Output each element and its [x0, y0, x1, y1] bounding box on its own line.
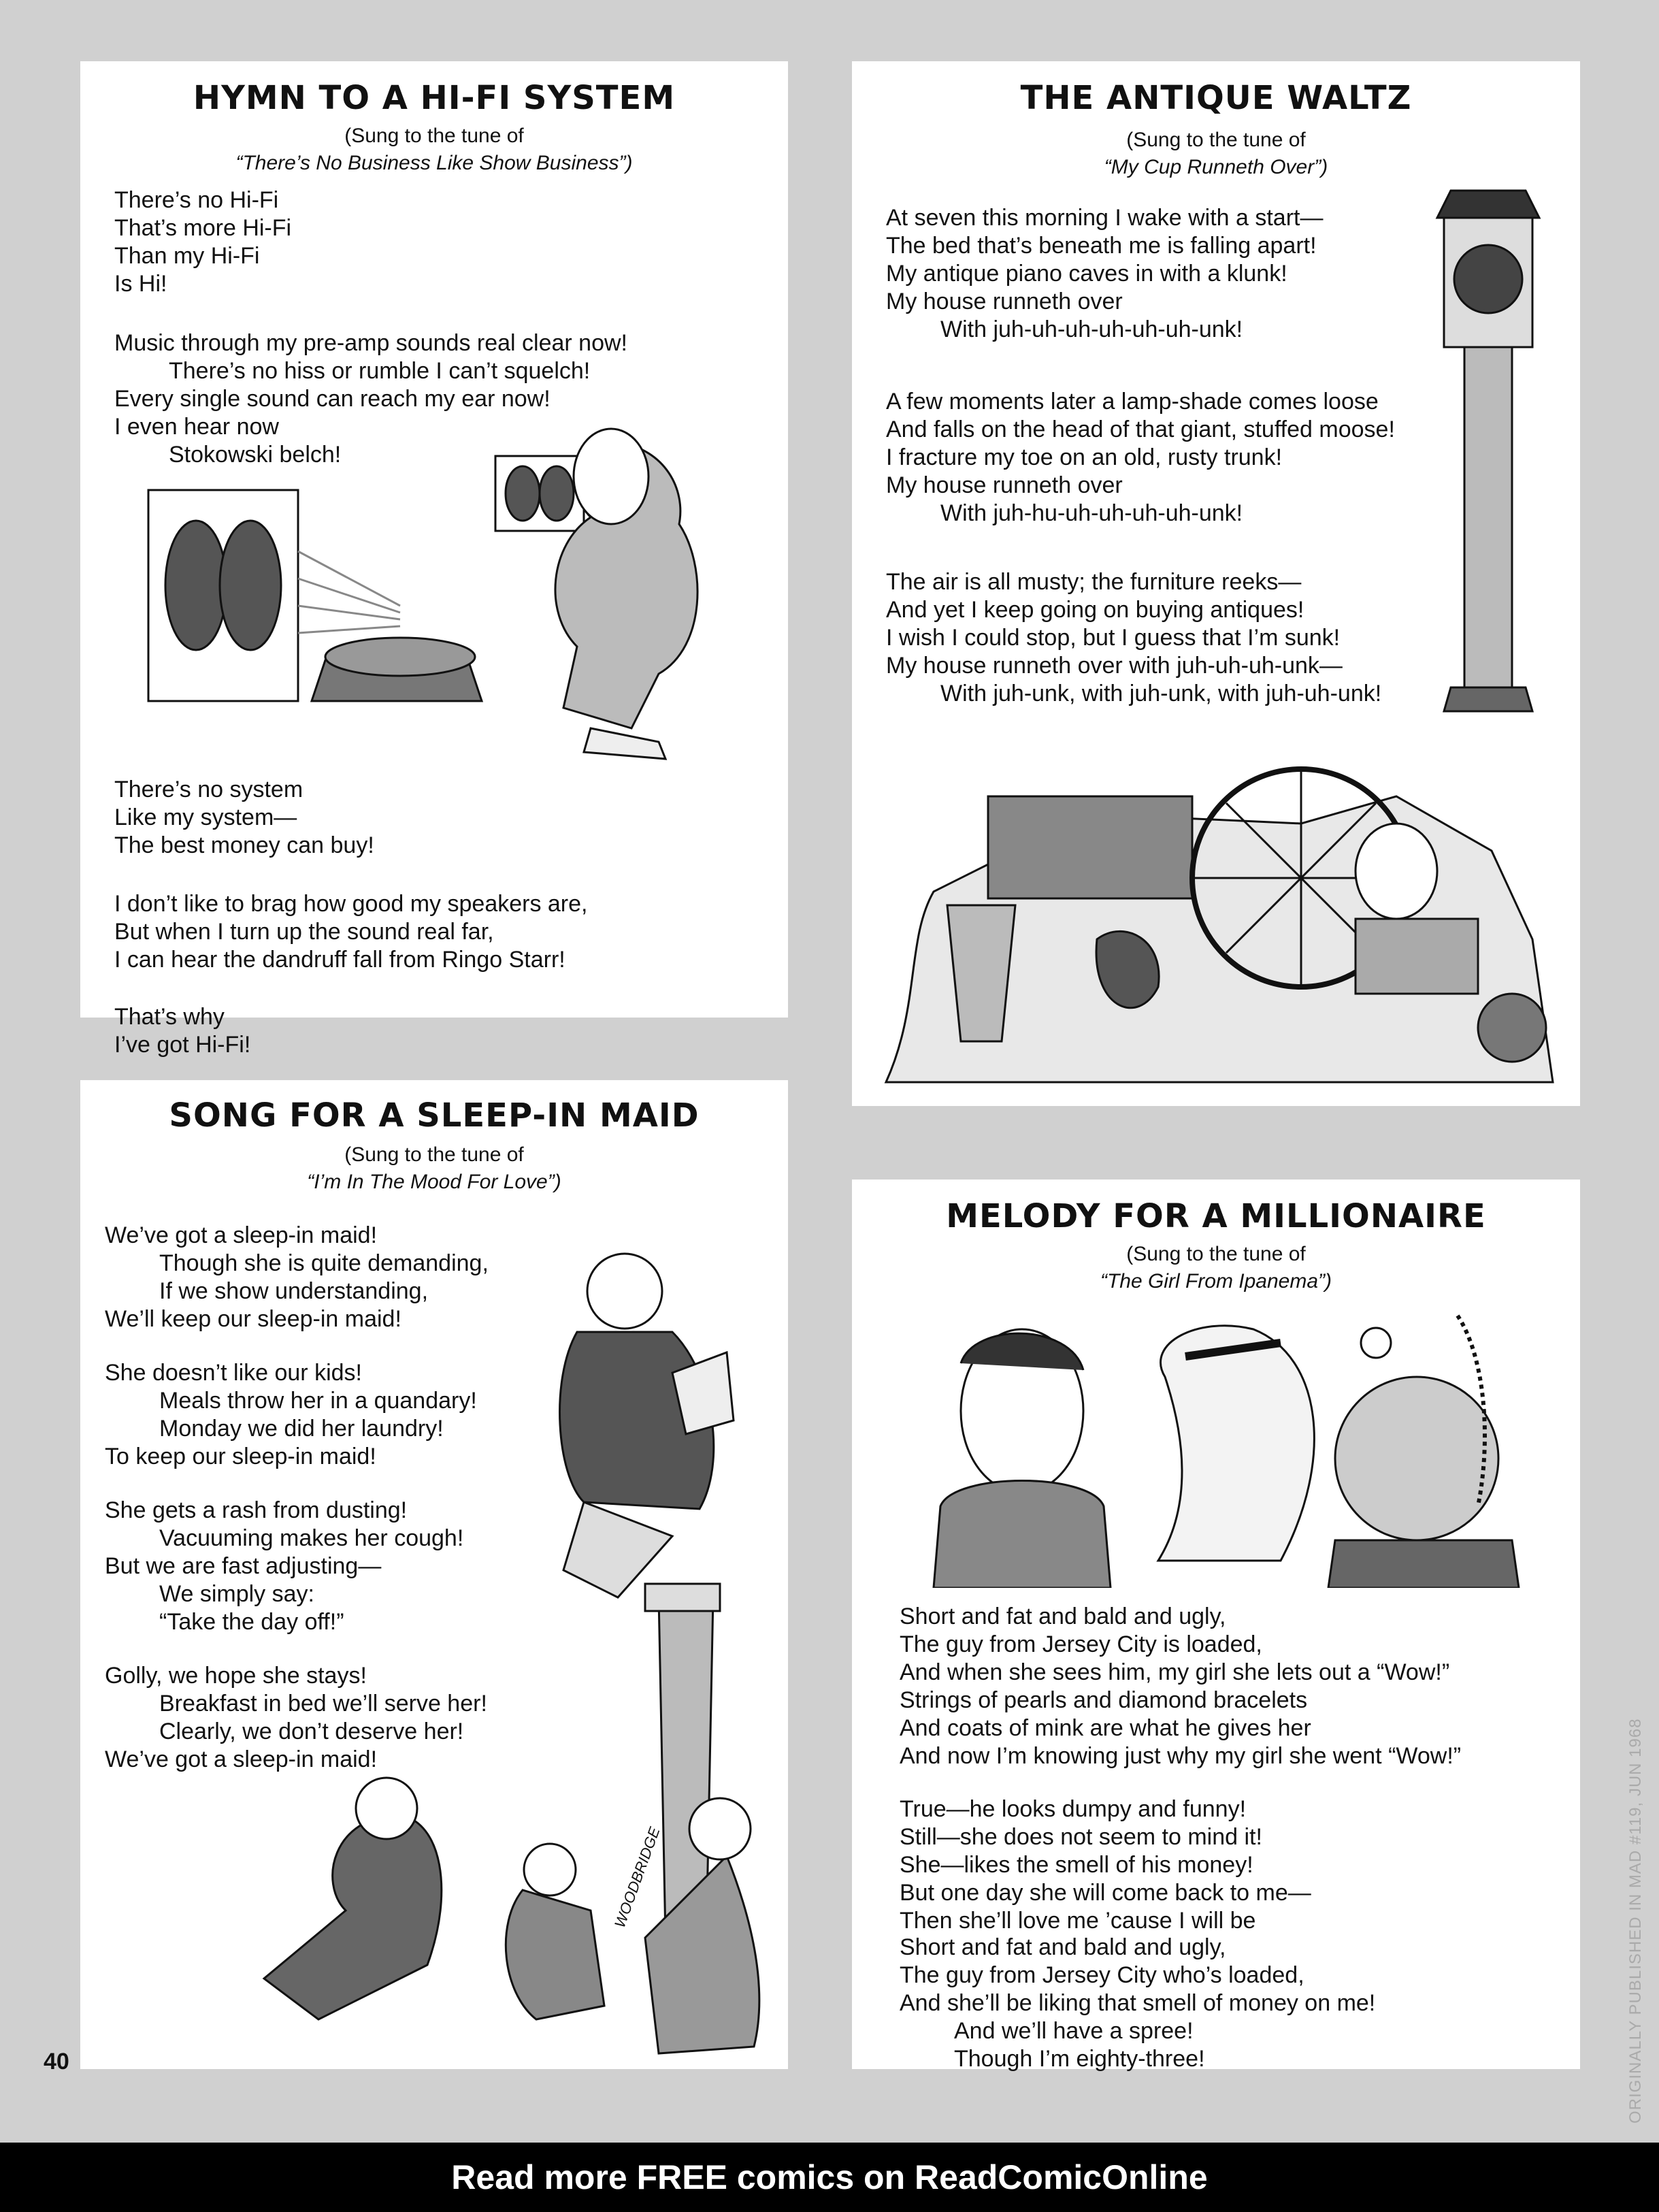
tune-credit [80, 1141, 788, 1196]
lyric-line: With juh-unk, with juh-unk, with juh-uh-unk! [940, 681, 1382, 706]
lyric-line: The bed that’s beneath me is falling apart! [886, 233, 1317, 259]
tune-name: “The Girl From Ipanema”) [1100, 1270, 1332, 1292]
tune-credit [852, 127, 1580, 181]
lyric-line: She—likes the smell of his money! [900, 1852, 1253, 1878]
lyric-line: Strings of pearls and diamond bracelets [900, 1687, 1308, 1713]
stanza-5 [114, 1003, 250, 1059]
publication-credit: ORIGINALLY PUBLISHED IN MAD #119, JUN 1968 [1626, 1718, 1645, 2124]
lyric-line: Though I’m eighty-three! [954, 2046, 1205, 2072]
lyric-line: Stokowski belch! [169, 442, 342, 468]
tune-name: “There’s No Business Like Show Business”) [235, 152, 633, 174]
lyric-line: And yet I keep going on buying antiques! [886, 597, 1304, 623]
lyric-line: She doesn’t like our kids! [105, 1360, 362, 1386]
lyric-line: Though she is quite demanding, [159, 1250, 489, 1276]
lyric-line: Then she’ll love me ’cause I will be [900, 1908, 1256, 1934]
lyric-line: Monday we did her laundry! [159, 1416, 444, 1442]
panel-millionaire [852, 1180, 1580, 2072]
lyric-line: I even hear now [114, 414, 279, 440]
maid-illustration [142, 1216, 774, 2060]
piano [988, 796, 1192, 898]
lyric-line: And when she sees him, my girl she lets out a “Wow!” [900, 1659, 1450, 1685]
lyric-line: The guy from Jersey City is loaded, [900, 1631, 1262, 1657]
antique-pile-illustration [879, 715, 1560, 1096]
lyric-line: With juh-hu-uh-uh-uh-uh-unk! [940, 500, 1243, 526]
tune-name: “I’m In The Mood For Love”) [307, 1171, 561, 1193]
lyric-line: Is Hi! [114, 271, 167, 297]
millionaire-illustration [900, 1302, 1539, 1588]
lyric-line: That’s why [114, 1004, 225, 1030]
lyric-line: That’s more Hi-Fi [114, 215, 292, 241]
lyric-line: We’ve got a sleep-in maid! [105, 1222, 378, 1248]
lyric-line: But when I turn up the sound real far, [114, 919, 494, 945]
artist-signature: WOODBRIDGE [611, 1825, 663, 1930]
sung-to-label: (Sung to the tune of [1126, 1243, 1306, 1265]
lyric-line: And she’ll be liking that smell of money on me! [900, 1990, 1376, 2016]
stanza-2 [886, 388, 1395, 527]
lyric-line: I don’t like to brag how good my speakers are, [114, 891, 588, 917]
stanza-1 [886, 204, 1323, 344]
stanza-4 [114, 890, 588, 974]
lyric-line: There’s no Hi-Fi [114, 187, 279, 213]
lyric-line: There’s no hiss or rumble I can’t squelch! [169, 358, 591, 384]
stanza-2 [900, 1795, 1311, 1935]
lyric-line: I’ve got Hi-Fi! [114, 1032, 251, 1058]
lyric-line: I wish I could stop, but I guess that I’m sunk! [886, 625, 1341, 651]
song-title: SONG FOR A SLEEP-IN MAID [169, 1096, 700, 1135]
stanza-1 [114, 186, 291, 298]
panel-maid [80, 1080, 788, 2069]
lyric-line: A few moments later a lamp-shade comes loose [886, 389, 1379, 414]
lyric-line: And coats of mink are what he gives her [900, 1715, 1311, 1741]
lyric-line: Vacuuming makes her cough! [159, 1525, 464, 1551]
stanza-3 [114, 776, 374, 860]
lyric-line: I can hear the dandruff fall from Ringo Starr! [114, 947, 565, 973]
lyric-line: And we’ll have a spree! [954, 2018, 1194, 2044]
lyric-line: My house runneth over [886, 472, 1123, 498]
lyric-line: And falls on the head of that giant, stuffed moose! [886, 417, 1395, 442]
song-title: HYMN TO A HI-FI SYSTEM [193, 79, 676, 117]
tune-credit [852, 1241, 1580, 1295]
lyric-line: But we are fast adjusting— [105, 1553, 382, 1579]
lyric-line: The air is all musty; the furniture reeks— [886, 569, 1302, 595]
lyric-line: Golly, we hope she stays! [105, 1663, 367, 1689]
lyric-line: The best money can buy! [114, 832, 374, 858]
lyric-line: True—he looks dumpy and funny! [900, 1796, 1247, 1822]
lyric-line: She gets a rash from dusting! [105, 1497, 408, 1523]
stanza-1 [900, 1603, 1461, 1770]
lyric-line: We’ve got a sleep-in maid! [105, 1746, 378, 1772]
hifi-illustration [142, 388, 754, 769]
lyric-line: We’ll keep our sleep-in maid! [105, 1306, 401, 1332]
lyric-line: Every single sound can reach my ear now! [114, 386, 551, 412]
lyric-line: Than my Hi-Fi [114, 243, 260, 269]
sung-to-label: (Sung to the tune of [1126, 129, 1306, 151]
lyric-line: Short and fat and bald and ugly, [900, 1604, 1226, 1629]
stanza-3 [886, 568, 1381, 708]
grandfather-clock-illustration [1410, 177, 1566, 715]
sung-to-label: (Sung to the tune of [344, 125, 524, 147]
lyric-line: There’s no system [114, 777, 303, 802]
page-number: 40 [44, 2049, 69, 2075]
lyric-line: My antique piano caves in with a klunk! [886, 261, 1287, 287]
lyric-line: Still—she does not seem to mind it! [900, 1824, 1262, 1850]
lyric-line: Short and fat and bald and ugly, [900, 1934, 1226, 1960]
lyric-line: At seven this morning I wake with a start— [886, 205, 1324, 231]
lyric-line: Music through my pre-amp sounds real clear now! [114, 330, 627, 356]
lyric-line: “Take the day off!” [159, 1609, 344, 1635]
panel-antique [852, 61, 1580, 1106]
panel-hifi [80, 61, 788, 1058]
lyric-line: Like my system— [114, 804, 297, 830]
tune-credit [80, 123, 788, 177]
lyric-line: Meals throw her in a quandary! [159, 1388, 477, 1414]
lyric-line: With juh-uh-uh-uh-uh-uh-unk! [940, 316, 1243, 342]
sung-to-label: (Sung to the tune of [344, 1143, 524, 1166]
lyric-line: To keep our sleep-in maid! [105, 1444, 376, 1469]
lyric-line: My house runneth over [886, 289, 1123, 314]
lyric-line: Breakfast in bed we’ll serve her! [159, 1691, 487, 1717]
lyric-line: If we show understanding, [159, 1278, 429, 1304]
promo-banner[interactable]: Read more FREE comics on ReadComicOnline [0, 2143, 1659, 2212]
lyric-line: We simply say: [159, 1581, 314, 1607]
tune-name: “My Cup Runneth Over”) [1104, 156, 1328, 178]
lyric-line: And now I’m knowing just why my girl she went “Wow!” [900, 1743, 1462, 1769]
lyric-line: My house runneth over with juh-uh-uh-unk— [886, 653, 1343, 679]
stanza-3 [900, 1934, 1375, 2073]
song-title: MELODY FOR A MILLIONAIRE [946, 1197, 1486, 1235]
lyric-line: Clearly, we don’t deserve her! [159, 1719, 464, 1744]
song-title: THE ANTIQUE WALTZ [1020, 79, 1412, 117]
lyric-line: But one day she will come back to me— [900, 1880, 1311, 1906]
lyric-line: The guy from Jersey City who’s loaded, [900, 1962, 1304, 1988]
lyric-line: I fracture my toe on an old, rusty trunk! [886, 444, 1283, 470]
